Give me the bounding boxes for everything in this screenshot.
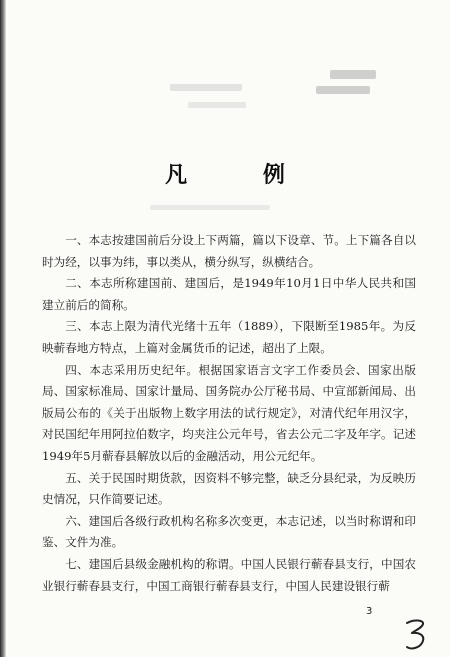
- bleed-through-smudge: [188, 102, 246, 108]
- paragraph-1: 一、本志按建国前后分设上下两篇，篇以下设章、节。上下篇各自以时为经，以事为纬，事以类从，横分纵写，纵横结合。: [42, 233, 416, 269]
- paragraph-4: 四、本志采用历史纪年。根据国家语言文字工作委员会、国家出版局、国家标准局、国家计量局、国务院办公厅秘书局、中宣部新闻局、出版局公布的《关于出版物上数字用法的试行规定》，对清代纪年用汉字，对民国纪年用阿拉伯数字，均夹注公元年号，省去公元二字及年字。记述1949年5月蕲春县解放以后的金融活动，用公元纪年。: [42, 362, 416, 463]
- page-number: 3: [366, 606, 373, 617]
- paragraph-3: 三、本志上限为清代光绪十五年（1889），下限断至1985年。为反映蕲春地方特点，上篇对金属货币的记述，超出了上限。: [42, 319, 416, 355]
- page-title: 凡 例: [165, 163, 319, 188]
- paragraph-7: 七、建国后县级金融机构的称谓。中国人民银行蕲春县支行，中国农业银行蕲春县支行，中国工商银行蕲春县支行，中国人民建设银行蕲: [42, 556, 416, 593]
- handwritten-page-mark-icon: [404, 618, 430, 652]
- document-body: [42, 230, 416, 597]
- bleed-through-smudge: [150, 205, 270, 210]
- bleed-through-smudge: [316, 86, 370, 94]
- binding-edge: [0, 0, 6, 657]
- paragraph-2: 二、本志所称建国前、建国后，是1949年10月1日中华人民共和国建立前后的简称。: [42, 276, 416, 312]
- paragraph-6: 六、建国后各级行政机构名称多次变更，本志记述，以当时称谓和印鉴、文件为准。: [42, 513, 416, 550]
- bleed-through-smudge: [170, 84, 242, 91]
- paragraph-5: 五、关于民国时期货款，因资料不够完整，缺乏分县纪录，为反映历史情况，只作简要记述。: [42, 470, 416, 507]
- bleed-through-smudge: [330, 70, 376, 79]
